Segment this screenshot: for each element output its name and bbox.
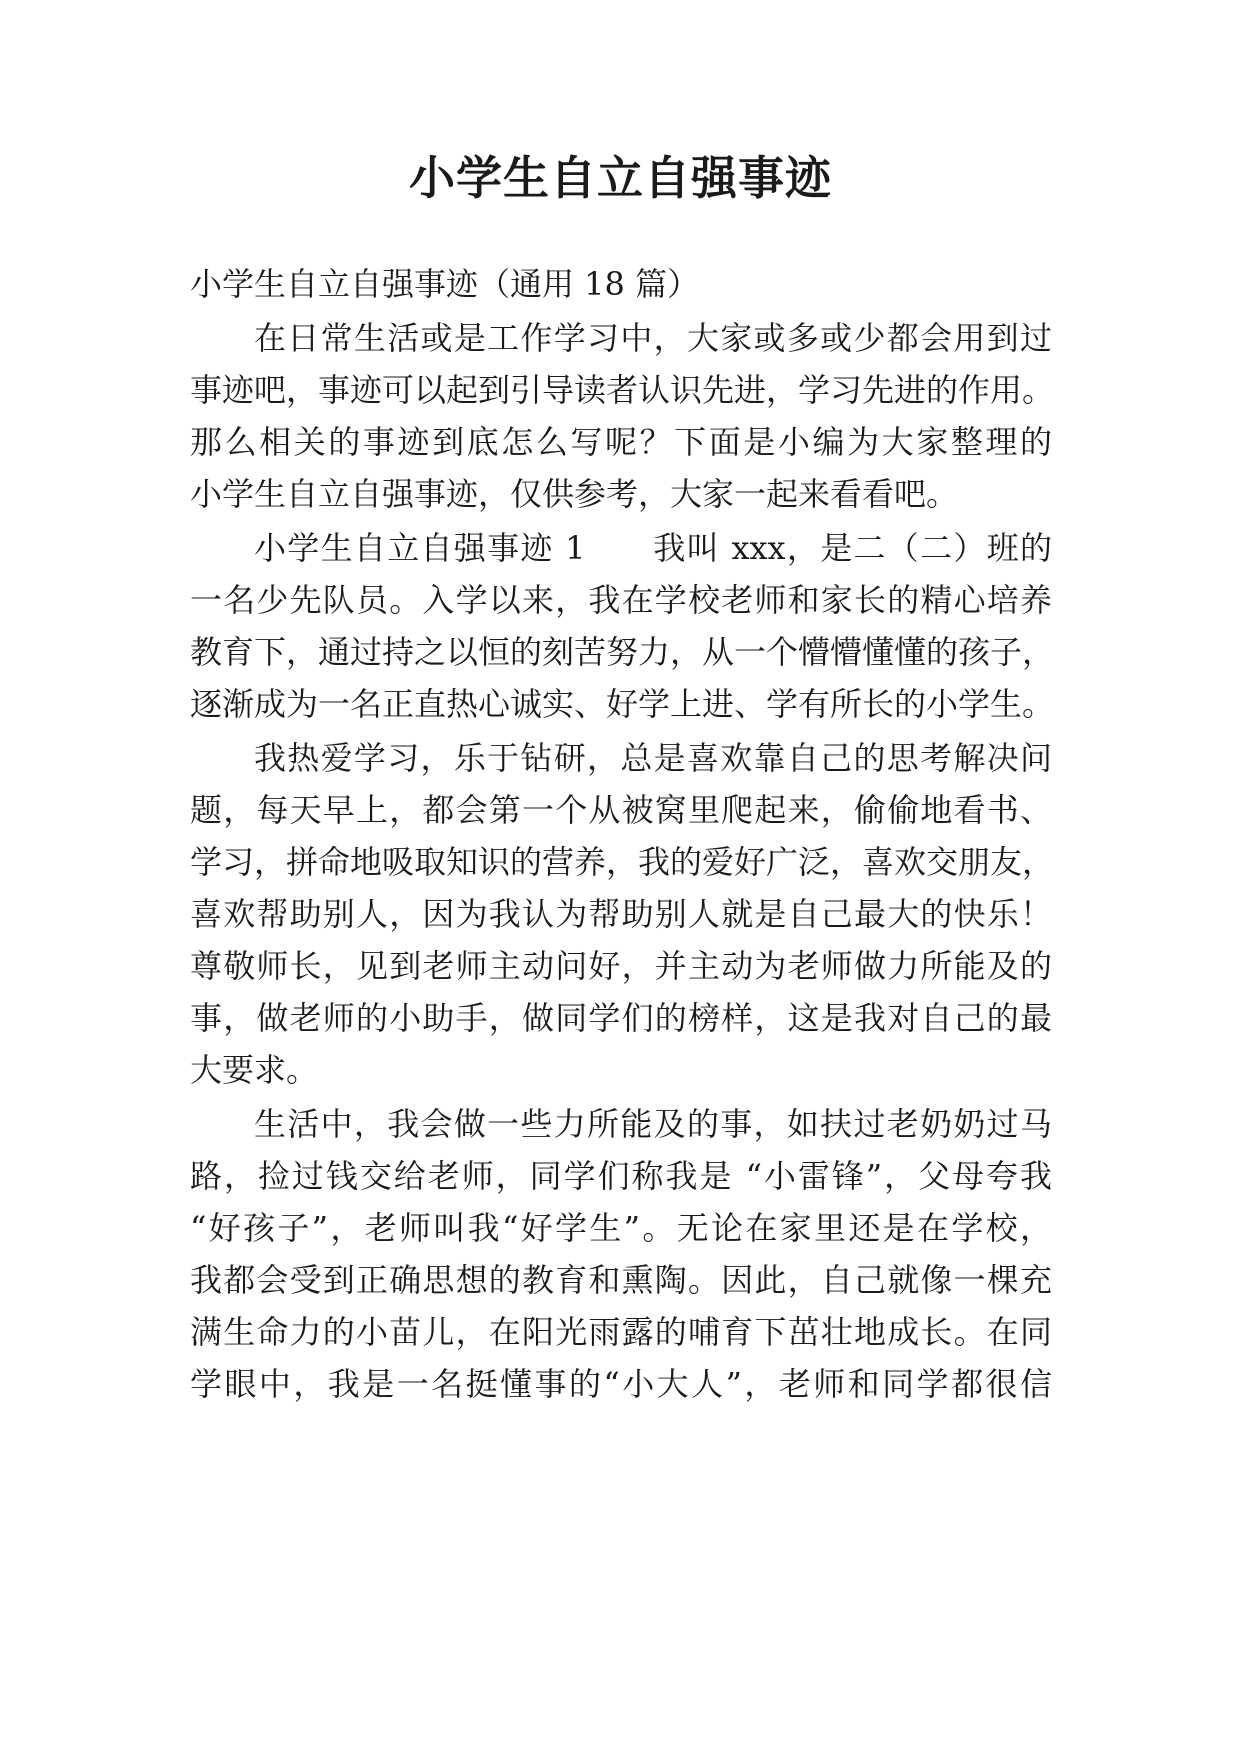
text-line: 生活中，我会做一些力所能及的事，如扶过老奶奶过马 [254,1105,1052,1143]
text-line: 我热爱学习，乐于钻研，总是喜欢靠自己的思考解决问 [254,739,1052,777]
text-line: 我都会受到正确思想的教育和熏陶。因此，自己就像一棵充 [190,1261,1052,1299]
text-line: 满生命力的小苗儿，在阳光雨露的哺育下茁壮地成长。在同 [190,1313,1052,1351]
text-line: 一名少先队员。入学以来，我在学校老师和家长的精心培养 [190,581,1052,619]
text-line: “好孩子”，老师叫我“好学生”。无论在家里还是在学校， [190,1209,1052,1247]
text-line: 小学生自立自强事迹 1 我叫 xxx，是二（二）班的 [254,529,1052,567]
text-line: 小学生自立自强事迹，仅供参考，大家一起来看看吧。 [190,475,959,513]
text-line: 事迹吧，事迹可以起到引导读者认识先进，学习先进的作用。 [190,371,1055,409]
text-line: 事，做老师的小助手，做同学们的榜样，这是我对自己的最 [190,999,1052,1037]
text-line: 路，捡过钱交给老师，同学们称我是 “小雷锋”，父母夸我 [190,1157,1052,1195]
text-line: 那么相关的事迹到底怎么写呢？下面是小编为大家整理的 [190,423,1052,461]
text-line: 尊敬师长，见到老师主动问好，并主动为老师做力所能及的 [190,947,1052,985]
document-subtitle: 小学生自立自强事迹（通用 18 篇） [190,265,700,303]
text-line: 喜欢帮助别人，因为我认为帮助别人就是自己最大的快乐！ [190,895,1052,933]
text-line: 逐渐成为一名正直热心诚实、好学上进、学有所长的小学生。 [190,685,1055,723]
text-line: 学习，拼命地吸取知识的营养，我的爱好广泛，喜欢交朋友， [190,843,1055,881]
text-line: 在日常生活或是工作学习中，大家或多或少都会用到过 [254,319,1052,357]
text-line: 题，每天早上，都会第一个从被窝里爬起来，偷偷地看书、 [190,791,1052,829]
text-line: 学眼中，我是一名挺懂事的“小大人”，老师和同学都很信 [190,1365,1052,1403]
text-line: 大要求。 [190,1051,319,1089]
document-title: 小学生自立自强事迹 [409,151,832,205]
text-line: 教育下，通过持之以恒的刻苦努力，从一个懵懵懂懂的孩子， [190,633,1055,671]
